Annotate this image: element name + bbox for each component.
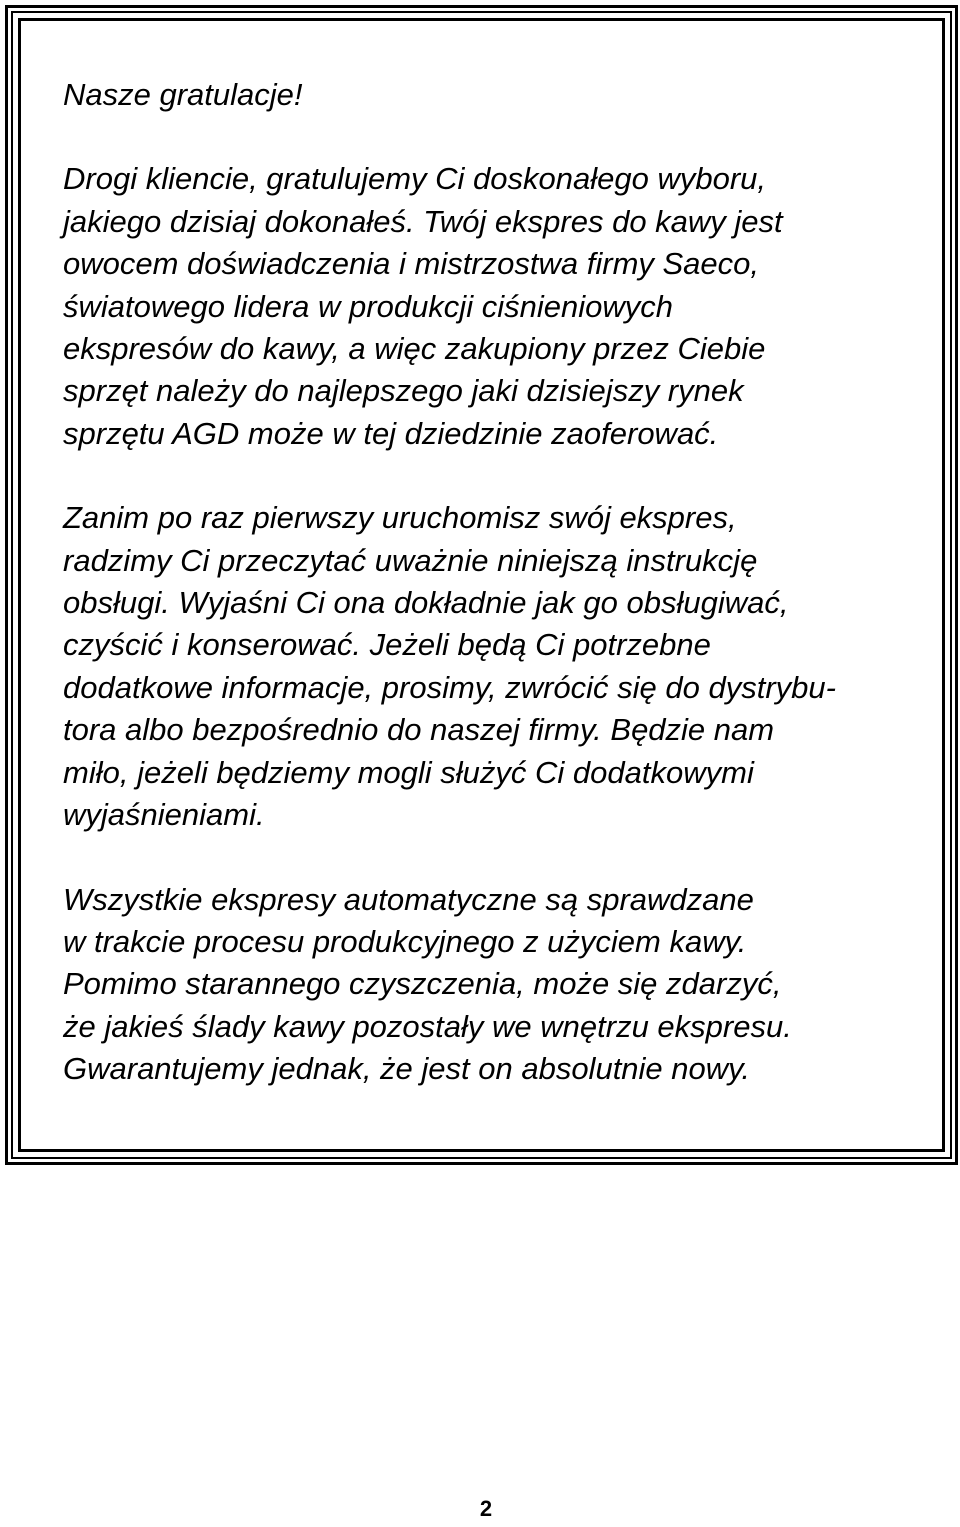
paragraph-instructions [63,497,923,836]
page-number: 2 [479,1496,493,1521]
text-line: światowego lidera w produkcji ciśnieniowych [63,288,673,324]
text-line: Zanim po raz pierwszy uruchomisz swój ekspres, [63,500,737,536]
text-line: dodatkowe informacje, prosimy, zwrócić się do dystrybu- [63,669,836,705]
text-line: ekspresów do kawy, a więc zakupiony przez Ciebie [63,331,766,367]
text-line: radzimy Ci przeczytać uważnie niniejszą instrukcję [63,542,758,578]
welcome-text [63,74,923,1091]
text-line: sprzęt należy do najlepszego jaki dzisiejszy rynek [63,373,744,409]
text-line: miło, jeżeli będziemy mogli służyć Ci dodatkowymi [63,754,754,790]
text-line: sprzętu AGD może w tej dziedzinie zaoferować. [63,415,719,451]
text-line: w trakcie procesu produkcyjnego z użyciem kawy. [63,923,747,959]
text-line: że jakieś ślady kawy pozostały we wnętrzu ekspresu. [63,1008,792,1044]
text-line: wyjaśnieniami. [63,797,265,833]
text-line: obsługi. Wyjaśni Ci ona dokładnie jak go obsługiwać, [63,585,789,621]
text-line: Pomimo starannego czyszczenia, może się zdarzyć, [63,966,782,1002]
text-line: Drogi kliencie, gratulujemy Ci doskonałego wyboru, [63,161,767,197]
text-line: tora albo bezpośrednio do naszej firmy. Będzie nam [63,712,775,748]
text-line: Gwarantujemy jednak, że jest on absolutnie nowy. [63,1051,750,1087]
text-line: czyścić i konserować. Jeżeli będą Ci potrzebne [63,627,711,663]
greeting-heading: Nasze gratulacje! [63,77,303,112]
text-line: Wszystkie ekspresy automatyczne są sprawdzane [63,881,754,917]
text-line: jakiego dzisiaj dokonałeś. Twój ekspres do kawy jest [63,203,783,239]
paragraph-introduction [63,158,923,455]
paragraph-testing-notice [63,879,923,1091]
text-line: owocem doświadczenia i mistrzostwa firmy Saeco, [63,246,760,282]
